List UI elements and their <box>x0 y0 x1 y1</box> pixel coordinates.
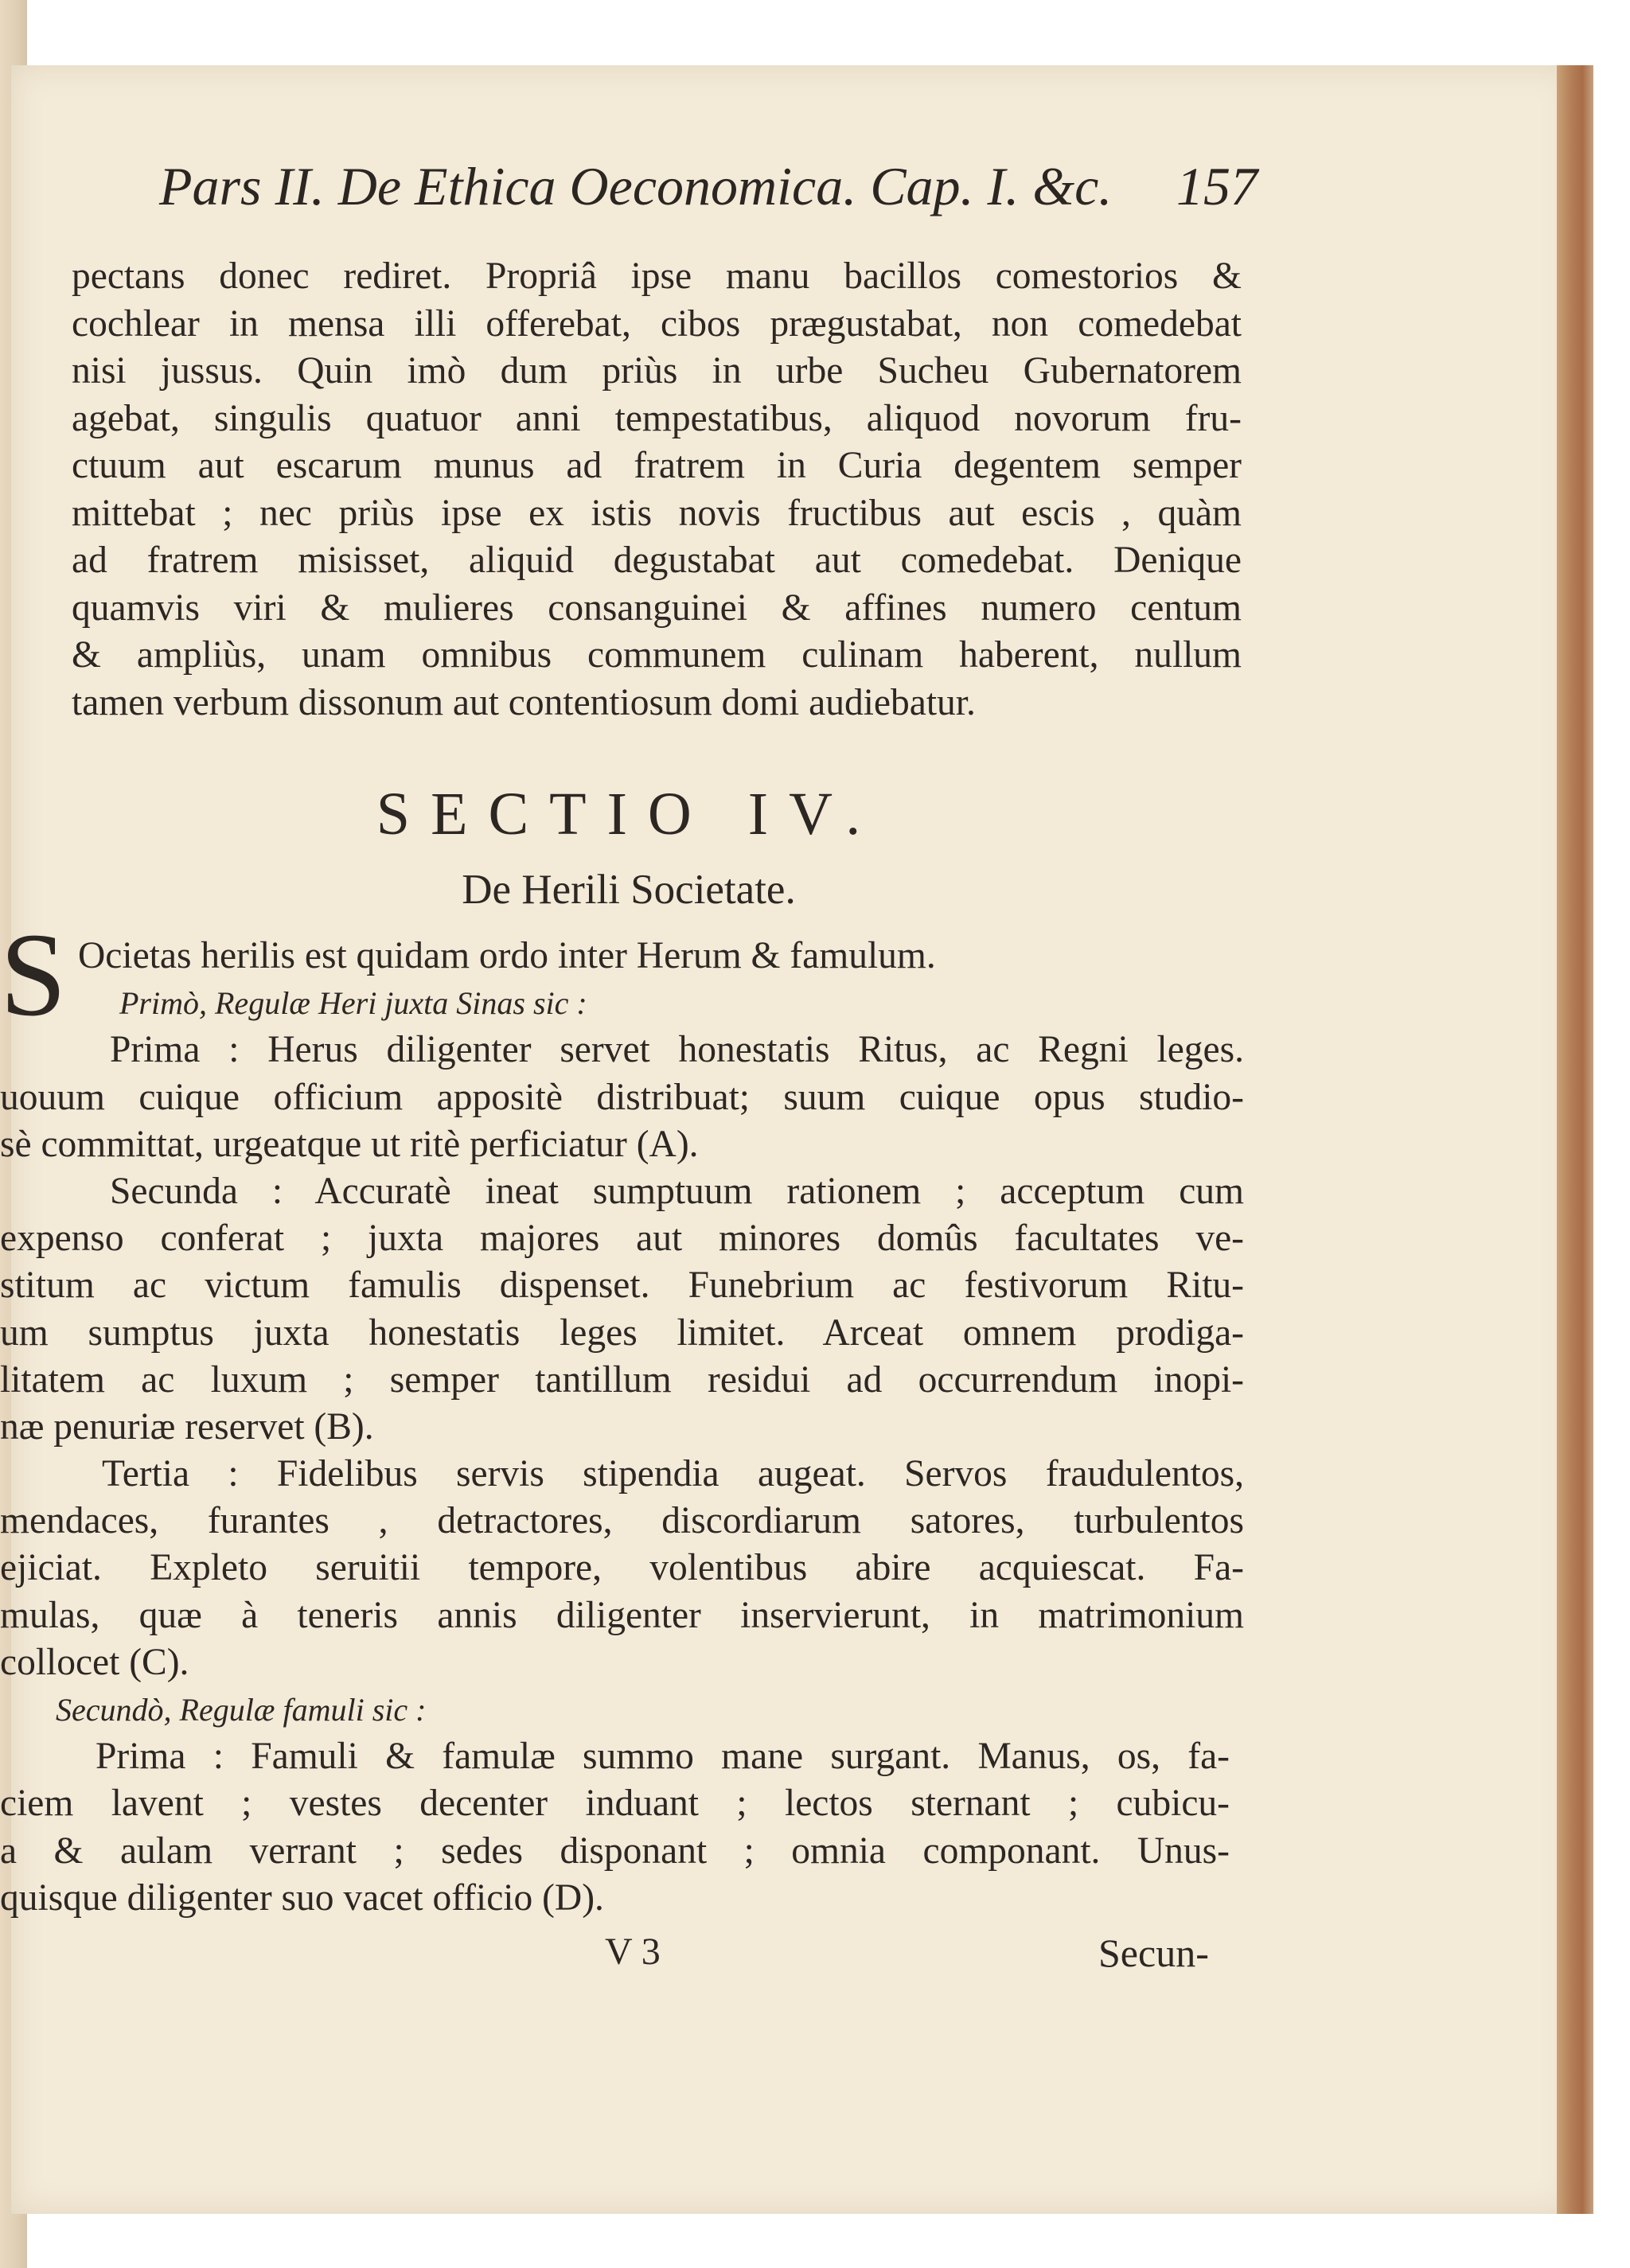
text-line: collocet (C). <box>0 1641 189 1683</box>
page-number: 157 <box>1176 156 1258 216</box>
text-line: ad fratrem misisset, aliquid degustabat aut comedebat. Denique <box>72 540 1242 581</box>
text-line: stitum ac victum famulis dispenset. Funebrium ac festivorum Ritu- <box>0 1265 1244 1307</box>
text-line: tamen verbum dissonum aut contentiosum domi audiebatur. <box>72 681 976 723</box>
text-line: Ocietas herilis est quidam ordo inter Herum & famulum. <box>78 935 936 976</box>
page-fore-edge <box>1557 65 1593 2214</box>
signature-mark: V 3 <box>605 1931 661 1973</box>
text-line: nisi jussus. Quin imò dum priùs in urbe Sucheu Gubernatorem <box>72 350 1242 392</box>
text-line: litatem ac luxum ; semper tantillum residui ad occurrendum inopi- <box>0 1358 1244 1401</box>
text-line: expenso conferat ; juxta majores aut minores domûs facultates ve- <box>0 1218 1244 1260</box>
text-line: a & aulam verrant ; sedes disponant ; omnia componant. Unus- <box>0 1830 1230 1872</box>
text-line: Secunda : Accuratè ineat sumptuum rationem ; acceptum cum <box>110 1170 1244 1212</box>
text-line: quamvis viri & mulieres consanguinei & affines numero centum <box>72 586 1242 629</box>
text-line: & ampliùs, unam omnibus communem culinam haberent, nullum <box>72 634 1242 676</box>
text-line: sè committat, urgeatque ut ritè perficiatur (A). <box>0 1123 699 1165</box>
rule-heading: Primò, Regulæ Heri juxta Sinas sic : <box>119 985 587 1022</box>
running-title: Pars II. De Ethica Oeconomica. Cap. I. &c. <box>159 156 1113 216</box>
section-body <box>0 933 1242 1922</box>
text-line: ciem lavent ; vestes decenter induant ; lectos sternant ; cubicu- <box>0 1783 1230 1825</box>
text-line: Prima : Herus diligenter servet honestatis Ritus, ac Regni leges. <box>110 1029 1244 1071</box>
text-line: ctuum aut escarum munus ad fratrem in Curia degentem semper <box>72 445 1242 486</box>
running-header <box>159 155 1258 219</box>
text-line: Prima : Famuli & famulæ summo mane surgant. Manus, os, fa- <box>96 1736 1230 1778</box>
text-line: Tertia : Fidelibus servis stipendia augeat. Servos fraudulentos, <box>102 1453 1244 1495</box>
catchword: Secun- <box>1098 1931 1209 1975</box>
text-line: um sumptus juxta honestatis leges limitet. Arceat omnem prodiga- <box>0 1311 1244 1354</box>
text-line: mendaces, furantes , detractores, discordiarum satores, turbulentos <box>0 1500 1244 1542</box>
section-title: SECTIO IV. <box>376 781 882 848</box>
text-line: agebat, singulis quatuor anni tempestatibus, aliquod novorum fru- <box>72 397 1242 439</box>
continued-paragraph <box>72 253 1242 727</box>
text-line: quisque diligenter suo vacet officio (D). <box>0 1876 604 1919</box>
text-line: mulas, quæ à teneris annis diligenter inservierunt, in matrimonium <box>0 1594 1244 1636</box>
drop-cap: S <box>0 909 67 1041</box>
text-line: ejiciat. Expleto seruitii tempore, volentibus abire acquiescat. Fa- <box>0 1547 1244 1589</box>
section-subtitle: De Herili Societate. <box>462 867 796 913</box>
text-line: næ penuriæ reservet (B). <box>0 1405 374 1448</box>
text-line: mittebat ; nec priùs ipse ex istis novis fructibus aut escis , quàm <box>72 492 1242 534</box>
rule-heading: Secundò, Regulæ famuli sic : <box>56 1692 427 1728</box>
text-line: pectans donec rediret. Propriâ ipse manu bacillos comestorios & <box>72 255 1242 297</box>
text-line: uouum cuique officium appositè distribuat; suum cuique opus studio- <box>0 1076 1244 1118</box>
text-line: cochlear in mensa illi offerebat, cibos prægustabat, non comedebat <box>72 302 1242 345</box>
